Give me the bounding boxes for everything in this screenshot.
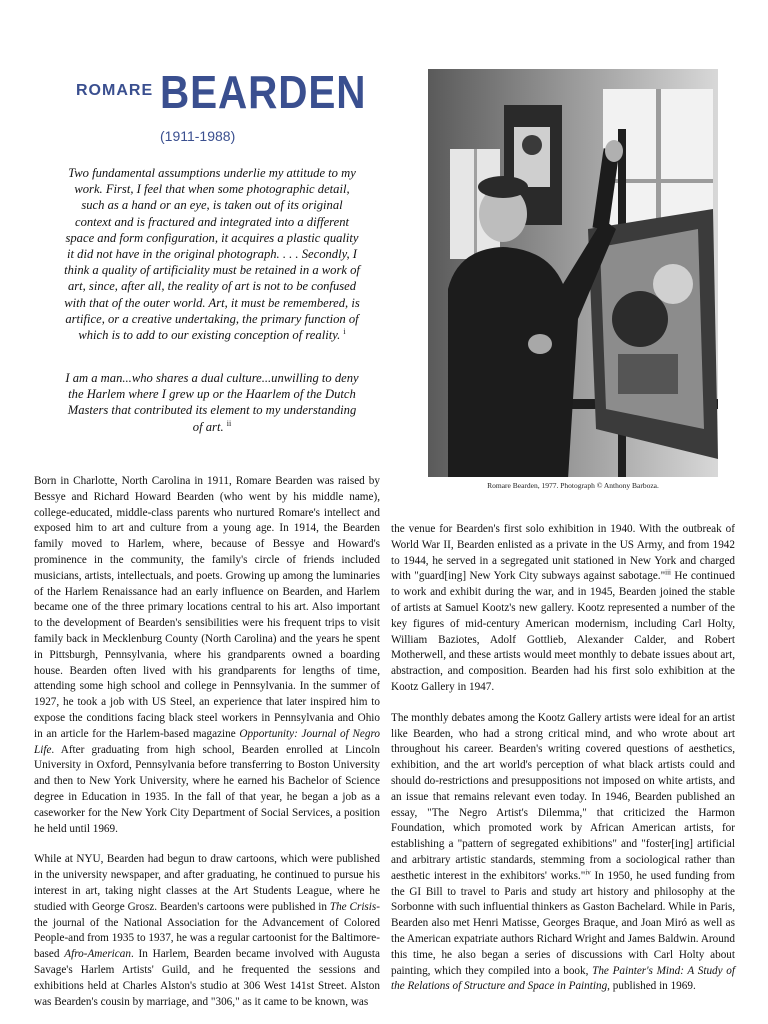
photo-illustration (428, 69, 718, 477)
magazine-title: Opportunity: Journal of Negro Life (34, 727, 380, 756)
paragraph-text: The monthly debates among the Kootz Gallery artists were ideal for an artist like Bearden, who had a strong critical mind, and who wrote about art throughout his career. Bearden's writing covered questions of aesthetics, exhibition, and the art world's perception of what black artists could and should do-restrictions and presuppositions not imposed on white artists, and an issue that remains relevant even today. In 1946, Bearden published an essay, "The Negro Artist's Dilemma," that criticized the Harmon Foundation, which promoted work by African American artists, for establishing a "pattern of segregated exhibitions" and "foster[ing] artificial and arbitrary artistic standards, stemming from a sociological rather than aesthetic interest in the exhibitors' works." (391, 711, 735, 882)
paragraph-text: the venue for Bearden's first solo exhibition in 1940. With the outbreak of World War II, Bearden enlisted as a private in the US Army, and from 1942 to 1944, he served in a segregated unit stationed in New York and charged with "guard[ing] New York City subways against sabotage." (391, 523, 735, 583)
photo-caption: Romare Bearden, 1977. Photograph © Anthony Barboza. (487, 481, 659, 490)
paragraph-text: While at NYU, Bearden had begun to draw cartoons, which were published in the university newspaper, and after graduating, he continued to pursue his interest in art, taking night classes at the Art Students League, where he studied with George Grosz. Bearden's cartoons were published in (34, 853, 380, 913)
title-last-name: BEARDEN (160, 66, 367, 118)
quote-dual-culture (62, 370, 362, 435)
footnote-marker: iii (665, 568, 671, 577)
artist-photograph (428, 69, 718, 477)
paragraph-text: . In Harlem, Bearden became involved with Augusta Savage's Harlem Artists' Guild, and he frequented the sessions and exhibitions held at Charles Alston's studio at 306 West 141st Street. Alston was Bearden's cousin by marriage, and "306," as it came to be known, was (34, 948, 380, 1008)
quote-text: Two fundamental assumptions underlie my attitude to my work. First, I feel that when some photographic detail, such as a hand or an eye, is taken out of its original context and is fractured and integrated into a different space and form configuration, it acquires a plastic quality it did not have in the original photograph. . . . Secondly, I think a quality of artificiality must be retained in a work of art, since, after all, the reality of art is not to be confused with that of the outer world. Art, it must be remembered, is artifice, or a creative undertaking, the primary function of which is to add to our existing conception of reality. (64, 166, 360, 343)
paragraph-early-life (34, 474, 380, 837)
paragraph-text: . After graduating from high school, Bearden enrolled at Lincoln University in Oxford, Pennsylvania before transferring to Boston University and then to New York University, where he earned his Bachelor of Science degree in Education in 1935. In the fall of that year, he began a job as a caseworker for the New York City Department of Social Services, a position he held until 1969. (34, 743, 380, 835)
life-dates: (1911-1988) (160, 128, 236, 144)
paragraph-text: , published in 1969. (607, 980, 696, 993)
paragraph-text: -the journal of the National Association for the Advancement of Colored People-and from 1935 to 1937, he was a regular cartoonist for the Baltimore-based (34, 900, 380, 961)
footnote-marker: iv (585, 868, 591, 876)
body-right-column (391, 522, 735, 995)
paragraph-text: Born in Charlotte, North Carolina in 1911, Romare Bearden was raised by Bessye and Richard Howard Bearden (who went by his middle name), college-educated, middle-class parents who nurtured Romare's intellect and exposed him to art and culture from a young age. In 1914, the Bearden family moved to Harlem, where, because of Bessye and Howard's prominence in the community, the family's circle of friends included musicians, artists, intellectuals, and poets. Growing up among the luminaries of the Harlem Renaissance had an early influence on Bearden, and Harlem became one of the three primary locations central to his art. Also important to the development of Bearden's sensibilities were his frequent trips to visit family back in Mecklenburg County (North Carolina) and the years he spent in Pittsburgh, Pennsylvania, where his grandparents owned a boarding house. Bearden often lived with his grandparents for lengths of time, attending some high school and college in Pennsylvania. In the summer of 1927, he took a job with US Steel, an experience that later inspired him to expose the conditions facing black steel workers in Pennsylvania and Ohio in an article for the Harlem-based magazine (34, 475, 380, 740)
quote-text: I am a man...who shares a dual culture...unwilling to deny the Harlem where I grew up or the Haarlem of the Dutch Masters that contributed its element to my understanding of art. (65, 371, 359, 434)
quote-aesthetics (62, 165, 362, 343)
paragraph-war-kootz (391, 522, 735, 696)
title-block (60, 66, 367, 126)
footnote-marker: ii (226, 418, 232, 428)
footnote-marker: i (343, 326, 346, 336)
body-left-column (34, 474, 380, 1010)
paragraph-debates (391, 711, 735, 995)
newspaper-title: Afro-American (64, 948, 131, 961)
paragraph-nyu (34, 852, 380, 1010)
journal-title: The Crisis (329, 900, 377, 913)
title-first-name: ROMARE (76, 82, 154, 99)
paragraph-text: He continued to work and exhibit during the war, and in 1945, Bearden joined the stable of artists at Samuel Kootz's new gallery. Kootz represented a number of the key figures of mid-century American modernism, including Carl Holty, William Baziotes, Adolf Gottlieb, Alexander Calder, and Robert Motherwell, and these artists would meet monthly to debate issues about art, abstraction, and composition. Bearden had his first solo exhibition at the Kootz Gallery in 1947. (391, 570, 735, 693)
book-title: The Painter's Mind: A Study of the Relations of Structure and Space in Painting (391, 964, 735, 993)
paragraph-text: In 1950, he used funding from the GI Bill to travel to Paris and study art history and philosophy at the Sorbonne with such influential thinkers as Gaston Bachelard. While in Paris, Bearden also met Henri Matisse, Georges Braque, and Joan Miró as well as the American expatriate authors Richard Wright and James Baldwin. Around this time, he also began a series of discussions with Carl Holty about painting, which they compiled into a book, (391, 869, 735, 977)
